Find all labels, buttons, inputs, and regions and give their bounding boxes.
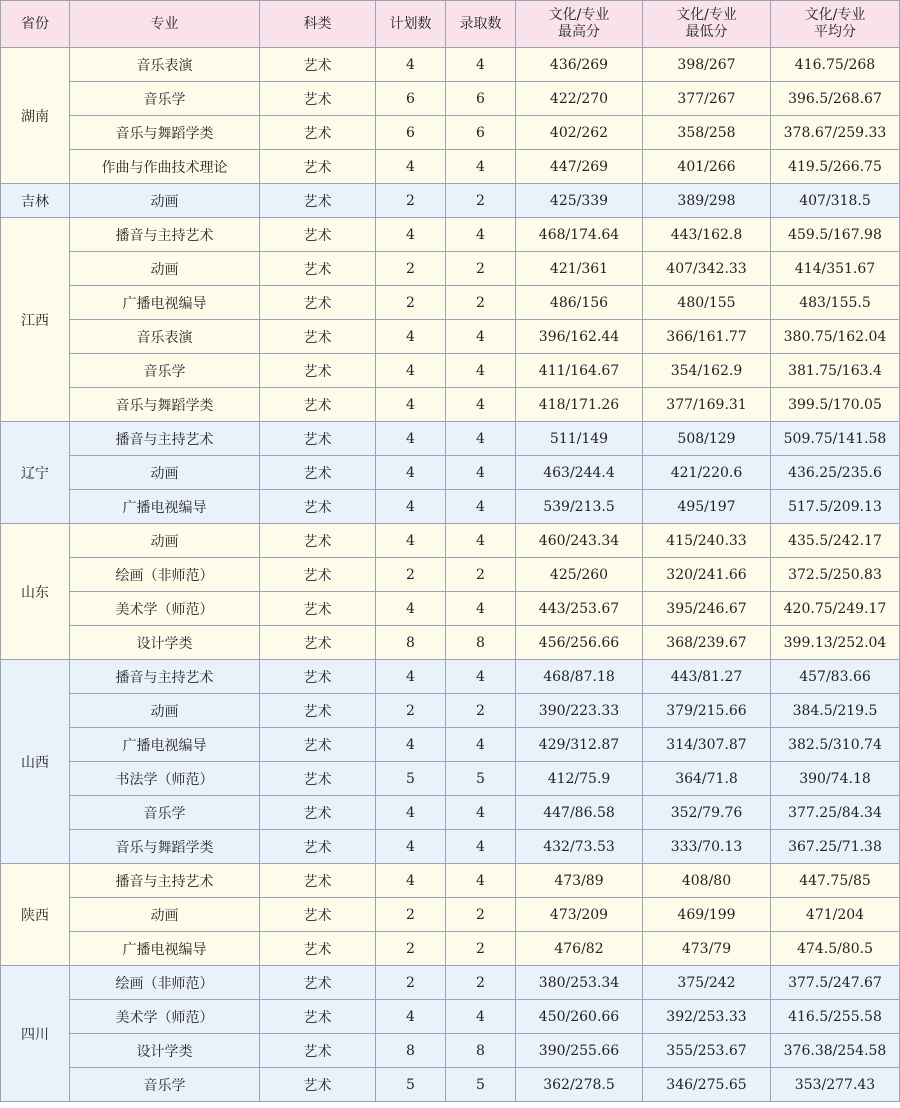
admitted-count-cell: 4	[446, 490, 516, 524]
avg-score-cell: 435.5/242.17	[771, 524, 900, 558]
category-cell: 艺术	[260, 456, 376, 490]
max-score-cell: 390/223.33	[516, 694, 643, 728]
major-cell: 绘画（非师范）	[70, 966, 260, 1000]
max-score-cell: 418/171.26	[516, 388, 643, 422]
header-major: 专业	[70, 1, 260, 48]
category-cell: 艺术	[260, 184, 376, 218]
major-cell: 音乐学	[70, 82, 260, 116]
max-score-cell: 473/209	[516, 898, 643, 932]
plan-count-cell: 4	[376, 388, 446, 422]
avg-score-cell: 474.5/80.5	[771, 932, 900, 966]
category-cell: 艺术	[260, 1068, 376, 1102]
table-row	[1, 184, 900, 218]
category-cell: 艺术	[260, 388, 376, 422]
major-cell: 设计学类	[70, 1034, 260, 1068]
avg-score-cell: 459.5/167.98	[771, 218, 900, 252]
max-score-cell: 362/278.5	[516, 1068, 643, 1102]
major-cell: 音乐与舞蹈学类	[70, 388, 260, 422]
min-score-cell: 352/79.76	[643, 796, 771, 830]
min-score-cell: 375/242	[643, 966, 771, 1000]
min-score-cell: 408/80	[643, 864, 771, 898]
major-cell: 美术学（师范）	[70, 592, 260, 626]
avg-score-cell: 471/204	[771, 898, 900, 932]
plan-count-cell: 4	[376, 48, 446, 82]
max-score-cell: 396/162.44	[516, 320, 643, 354]
avg-score-cell: 420.75/249.17	[771, 592, 900, 626]
table-row	[1, 456, 900, 490]
plan-count-cell: 8	[376, 1034, 446, 1068]
major-cell: 播音与主持艺术	[70, 660, 260, 694]
plan-count-cell: 4	[376, 830, 446, 864]
table-row	[1, 388, 900, 422]
table-row	[1, 966, 900, 1000]
major-cell: 美术学（师范）	[70, 1000, 260, 1034]
category-cell: 艺术	[260, 898, 376, 932]
admitted-count-cell: 4	[446, 830, 516, 864]
header-admitted-count: 录取数	[446, 1, 516, 48]
max-score-cell: 468/87.18	[516, 660, 643, 694]
min-score-cell: 392/253.33	[643, 1000, 771, 1034]
avg-score-cell: 377.25/84.34	[771, 796, 900, 830]
admitted-count-cell: 2	[446, 898, 516, 932]
avg-score-cell: 377.5/247.67	[771, 966, 900, 1000]
avg-score-cell: 407/318.5	[771, 184, 900, 218]
admitted-count-cell: 2	[446, 252, 516, 286]
header-plan-count: 计划数	[376, 1, 446, 48]
max-score-cell: 456/256.66	[516, 626, 643, 660]
admitted-count-cell: 2	[446, 966, 516, 1000]
table-row	[1, 1000, 900, 1034]
table-row	[1, 1068, 900, 1102]
max-score-cell: 412/75.9	[516, 762, 643, 796]
plan-count-cell: 8	[376, 626, 446, 660]
plan-count-cell: 5	[376, 1068, 446, 1102]
plan-count-cell: 4	[376, 456, 446, 490]
plan-count-cell: 4	[376, 490, 446, 524]
header-row	[1, 1, 900, 48]
category-cell: 艺术	[260, 1000, 376, 1034]
category-cell: 艺术	[260, 150, 376, 184]
table-row	[1, 932, 900, 966]
table-row	[1, 320, 900, 354]
table-row	[1, 116, 900, 150]
max-score-cell: 390/255.66	[516, 1034, 643, 1068]
min-score-cell: 401/266	[643, 150, 771, 184]
min-score-cell: 480/155	[643, 286, 771, 320]
table-row	[1, 762, 900, 796]
admitted-count-cell: 2	[446, 932, 516, 966]
major-cell: 绘画（非师范）	[70, 558, 260, 592]
category-cell: 艺术	[260, 864, 376, 898]
major-cell: 作曲与作曲技术理论	[70, 150, 260, 184]
province-cell: 山东	[1, 524, 70, 660]
header-avg-score	[771, 1, 900, 48]
min-score-cell: 379/215.66	[643, 694, 771, 728]
min-score-cell: 368/239.67	[643, 626, 771, 660]
major-cell: 播音与主持艺术	[70, 864, 260, 898]
category-cell: 艺术	[260, 320, 376, 354]
min-score-cell: 398/267	[643, 48, 771, 82]
plan-count-cell: 4	[376, 660, 446, 694]
avg-score-cell: 381.75/163.4	[771, 354, 900, 388]
category-cell: 艺术	[260, 1034, 376, 1068]
max-score-cell: 447/86.58	[516, 796, 643, 830]
header-min-score	[643, 1, 771, 48]
admitted-count-cell: 4	[446, 388, 516, 422]
min-score-cell: 469/199	[643, 898, 771, 932]
admitted-count-cell: 8	[446, 626, 516, 660]
plan-count-cell: 2	[376, 286, 446, 320]
min-score-cell: 354/162.9	[643, 354, 771, 388]
plan-count-cell: 4	[376, 422, 446, 456]
major-cell: 广播电视编导	[70, 932, 260, 966]
admitted-count-cell: 4	[446, 728, 516, 762]
category-cell: 艺术	[260, 796, 376, 830]
min-score-cell: 346/275.65	[643, 1068, 771, 1102]
max-score-cell: 422/270	[516, 82, 643, 116]
table-row	[1, 354, 900, 388]
max-score-cell: 380/253.34	[516, 966, 643, 1000]
max-score-cell: 443/253.67	[516, 592, 643, 626]
admitted-count-cell: 6	[446, 82, 516, 116]
table-row	[1, 796, 900, 830]
header-avg-line2: 平均分	[814, 24, 856, 40]
plan-count-cell: 6	[376, 116, 446, 150]
max-score-cell: 411/164.67	[516, 354, 643, 388]
avg-score-cell: 399.5/170.05	[771, 388, 900, 422]
max-score-cell: 486/156	[516, 286, 643, 320]
admitted-count-cell: 4	[446, 48, 516, 82]
table-row	[1, 728, 900, 762]
avg-score-cell: 378.67/259.33	[771, 116, 900, 150]
major-cell: 设计学类	[70, 626, 260, 660]
header-min-line2: 最低分	[685, 24, 728, 40]
category-cell: 艺术	[260, 694, 376, 728]
plan-count-cell: 4	[376, 524, 446, 558]
admitted-count-cell: 4	[446, 456, 516, 490]
min-score-cell: 495/197	[643, 490, 771, 524]
min-score-cell: 377/267	[643, 82, 771, 116]
plan-count-cell: 2	[376, 252, 446, 286]
min-score-cell: 355/253.67	[643, 1034, 771, 1068]
province-cell: 四川	[1, 966, 70, 1102]
max-score-cell: 421/361	[516, 252, 643, 286]
plan-count-cell: 2	[376, 694, 446, 728]
avg-score-cell: 436.25/235.6	[771, 456, 900, 490]
min-score-cell: 407/342.33	[643, 252, 771, 286]
max-score-cell: 436/269	[516, 48, 643, 82]
min-score-cell: 421/220.6	[643, 456, 771, 490]
max-score-cell: 450/260.66	[516, 1000, 643, 1034]
table-row	[1, 524, 900, 558]
category-cell: 艺术	[260, 82, 376, 116]
max-score-cell: 539/213.5	[516, 490, 643, 524]
avg-score-cell: 396.5/268.67	[771, 82, 900, 116]
major-cell: 音乐学	[70, 1068, 260, 1102]
avg-score-cell: 457/83.66	[771, 660, 900, 694]
province-cell: 陕西	[1, 864, 70, 966]
min-score-cell: 415/240.33	[643, 524, 771, 558]
major-cell: 动画	[70, 252, 260, 286]
admitted-count-cell: 4	[446, 150, 516, 184]
category-cell: 艺术	[260, 558, 376, 592]
table-row	[1, 252, 900, 286]
plan-count-cell: 4	[376, 864, 446, 898]
max-score-cell: 425/260	[516, 558, 643, 592]
max-score-cell: 429/312.87	[516, 728, 643, 762]
avg-score-cell: 390/74.18	[771, 762, 900, 796]
table-row	[1, 694, 900, 728]
category-cell: 艺术	[260, 966, 376, 1000]
table-row	[1, 1034, 900, 1068]
avg-score-cell: 509.75/141.58	[771, 422, 900, 456]
table-row	[1, 898, 900, 932]
min-score-cell: 314/307.87	[643, 728, 771, 762]
major-cell: 播音与主持艺术	[70, 422, 260, 456]
admitted-count-cell: 4	[446, 422, 516, 456]
max-score-cell: 460/243.34	[516, 524, 643, 558]
avg-score-cell: 353/277.43	[771, 1068, 900, 1102]
admitted-count-cell: 5	[446, 762, 516, 796]
avg-score-cell: 517.5/209.13	[771, 490, 900, 524]
major-cell: 播音与主持艺术	[70, 218, 260, 252]
major-cell: 动画	[70, 456, 260, 490]
table-row	[1, 82, 900, 116]
avg-score-cell: 416.75/268	[771, 48, 900, 82]
category-cell: 艺术	[260, 490, 376, 524]
major-cell: 音乐与舞蹈学类	[70, 830, 260, 864]
major-cell: 动画	[70, 184, 260, 218]
min-score-cell: 508/129	[643, 422, 771, 456]
max-score-cell: 402/262	[516, 116, 643, 150]
category-cell: 艺术	[260, 830, 376, 864]
admitted-count-cell: 4	[446, 796, 516, 830]
admitted-count-cell: 4	[446, 320, 516, 354]
major-cell: 广播电视编导	[70, 286, 260, 320]
admitted-count-cell: 4	[446, 354, 516, 388]
avg-score-cell: 414/351.67	[771, 252, 900, 286]
category-cell: 艺术	[260, 422, 376, 456]
major-cell: 广播电视编导	[70, 490, 260, 524]
table-row	[1, 558, 900, 592]
admitted-count-cell: 5	[446, 1068, 516, 1102]
avg-score-cell: 376.38/254.58	[771, 1034, 900, 1068]
category-cell: 艺术	[260, 592, 376, 626]
major-cell: 音乐学	[70, 796, 260, 830]
table-row	[1, 218, 900, 252]
category-cell: 艺术	[260, 932, 376, 966]
category-cell: 艺术	[260, 762, 376, 796]
major-cell: 广播电视编导	[70, 728, 260, 762]
avg-score-cell: 419.5/266.75	[771, 150, 900, 184]
plan-count-cell: 4	[376, 1000, 446, 1034]
admitted-count-cell: 4	[446, 660, 516, 694]
max-score-cell: 432/73.53	[516, 830, 643, 864]
major-cell: 音乐表演	[70, 320, 260, 354]
max-score-cell: 447/269	[516, 150, 643, 184]
table-row	[1, 830, 900, 864]
plan-count-cell: 2	[376, 898, 446, 932]
plan-count-cell: 6	[376, 82, 446, 116]
plan-count-cell: 5	[376, 762, 446, 796]
table-row	[1, 660, 900, 694]
min-score-cell: 377/169.31	[643, 388, 771, 422]
plan-count-cell: 2	[376, 966, 446, 1000]
max-score-cell: 511/149	[516, 422, 643, 456]
admitted-count-cell: 2	[446, 184, 516, 218]
table-row	[1, 150, 900, 184]
table-row	[1, 864, 900, 898]
admitted-count-cell: 4	[446, 1000, 516, 1034]
max-score-cell: 476/82	[516, 932, 643, 966]
max-score-cell: 463/244.4	[516, 456, 643, 490]
plan-count-cell: 4	[376, 796, 446, 830]
plan-count-cell: 4	[376, 354, 446, 388]
category-cell: 艺术	[260, 116, 376, 150]
category-cell: 艺术	[260, 524, 376, 558]
plan-count-cell: 4	[376, 218, 446, 252]
avg-score-cell: 372.5/250.83	[771, 558, 900, 592]
header-min-line1: 文化/专业	[676, 7, 737, 23]
admitted-count-cell: 4	[446, 864, 516, 898]
admitted-count-cell: 4	[446, 592, 516, 626]
min-score-cell: 395/246.67	[643, 592, 771, 626]
min-score-cell: 443/81.27	[643, 660, 771, 694]
admitted-count-cell: 4	[446, 524, 516, 558]
min-score-cell: 358/258	[643, 116, 771, 150]
admitted-count-cell: 4	[446, 218, 516, 252]
province-cell: 湖南	[1, 48, 70, 184]
table-row	[1, 48, 900, 82]
table-row	[1, 490, 900, 524]
major-cell: 动画	[70, 524, 260, 558]
header-avg-line1: 文化/专业	[804, 7, 866, 23]
admitted-count-cell: 8	[446, 1034, 516, 1068]
avg-score-cell: 483/155.5	[771, 286, 900, 320]
province-cell: 辽宁	[1, 422, 70, 524]
category-cell: 艺术	[260, 626, 376, 660]
major-cell: 动画	[70, 694, 260, 728]
plan-count-cell: 2	[376, 932, 446, 966]
category-cell: 艺术	[260, 354, 376, 388]
avg-score-cell: 380.75/162.04	[771, 320, 900, 354]
min-score-cell: 320/241.66	[643, 558, 771, 592]
min-score-cell: 389/298	[643, 184, 771, 218]
admitted-count-cell: 2	[446, 286, 516, 320]
plan-count-cell: 2	[376, 184, 446, 218]
category-cell: 艺术	[260, 286, 376, 320]
avg-score-cell: 416.5/255.58	[771, 1000, 900, 1034]
min-score-cell: 364/71.8	[643, 762, 771, 796]
major-cell: 书法学（师范）	[70, 762, 260, 796]
header-category: 科类	[260, 1, 376, 48]
admitted-count-cell: 2	[446, 694, 516, 728]
table-row	[1, 286, 900, 320]
plan-count-cell: 4	[376, 592, 446, 626]
min-score-cell: 473/79	[643, 932, 771, 966]
max-score-cell: 425/339	[516, 184, 643, 218]
min-score-cell: 366/161.77	[643, 320, 771, 354]
avg-score-cell: 447.75/85	[771, 864, 900, 898]
major-cell: 动画	[70, 898, 260, 932]
major-cell: 音乐学	[70, 354, 260, 388]
table-row	[1, 422, 900, 456]
plan-count-cell: 4	[376, 320, 446, 354]
plan-count-cell: 4	[376, 728, 446, 762]
max-score-cell: 473/89	[516, 864, 643, 898]
min-score-cell: 443/162.8	[643, 218, 771, 252]
plan-count-cell: 4	[376, 150, 446, 184]
header-province: 省份	[1, 1, 70, 48]
category-cell: 艺术	[260, 728, 376, 762]
avg-score-cell: 399.13/252.04	[771, 626, 900, 660]
table-row	[1, 592, 900, 626]
header-max-line2: 最高分	[558, 24, 600, 40]
category-cell: 艺术	[260, 252, 376, 286]
major-cell: 音乐与舞蹈学类	[70, 116, 260, 150]
province-cell: 吉林	[1, 184, 70, 218]
header-max-line1: 文化/专业	[548, 7, 610, 23]
avg-score-cell: 367.25/71.38	[771, 830, 900, 864]
category-cell: 艺术	[260, 48, 376, 82]
min-score-cell: 333/70.13	[643, 830, 771, 864]
admitted-count-cell: 6	[446, 116, 516, 150]
avg-score-cell: 382.5/310.74	[771, 728, 900, 762]
province-cell: 江西	[1, 218, 70, 422]
major-cell: 音乐表演	[70, 48, 260, 82]
avg-score-cell: 384.5/219.5	[771, 694, 900, 728]
admitted-count-cell: 2	[446, 558, 516, 592]
category-cell: 艺术	[260, 218, 376, 252]
max-score-cell: 468/174.64	[516, 218, 643, 252]
province-cell: 山西	[1, 660, 70, 864]
category-cell: 艺术	[260, 660, 376, 694]
table-row	[1, 626, 900, 660]
table-body	[1, 48, 900, 1102]
plan-count-cell: 2	[376, 558, 446, 592]
header-max-score	[516, 1, 643, 48]
